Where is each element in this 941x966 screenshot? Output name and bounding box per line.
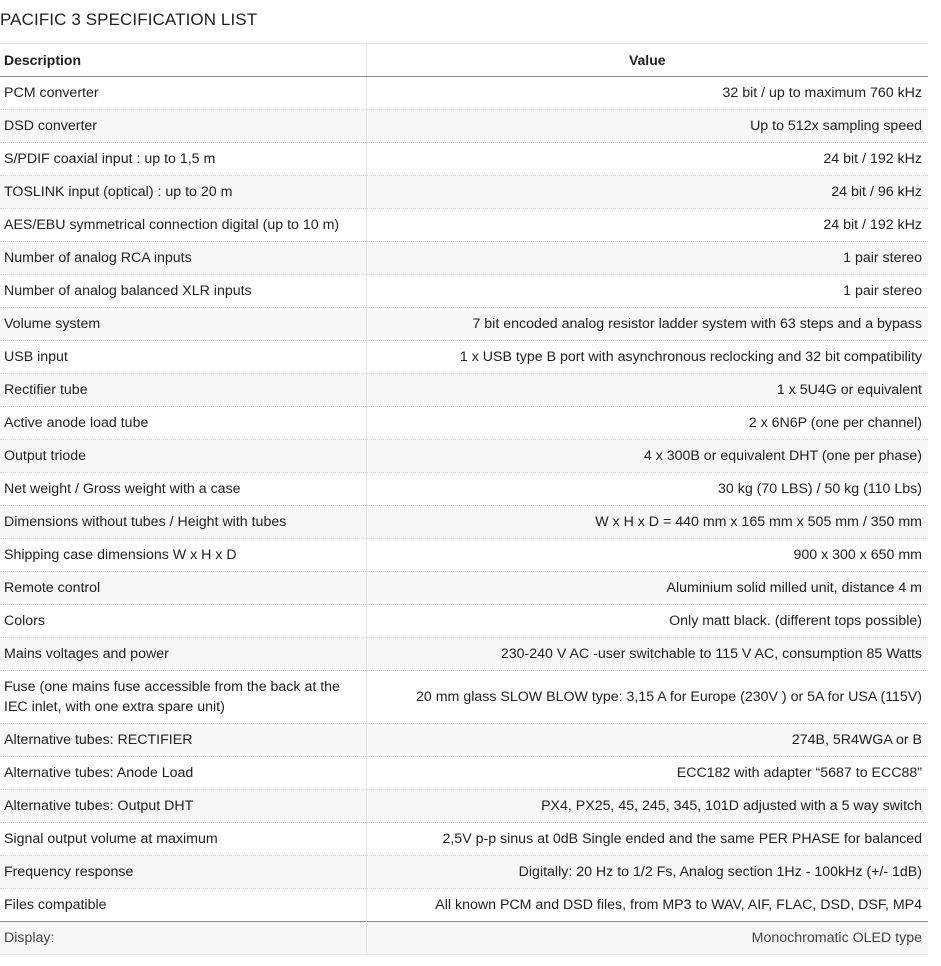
table-footer-row [0, 922, 928, 955]
row-value: 7 bit encoded analog resistor ladder system with 63 steps and a bypass [366, 308, 928, 341]
row-value: Only matt black. (different tops possible) [366, 605, 928, 638]
row-description: Number of analog RCA inputs [0, 242, 366, 275]
page-title: PACIFIC 3 SPECIFICATION LIST [0, 10, 258, 29]
row-description: Alternative tubes: Output DHT [0, 790, 366, 823]
row-description: Remote control [0, 572, 366, 605]
row-value: ECC182 with adapter “5687 to ECC88” [366, 757, 928, 790]
table-row [0, 275, 928, 308]
row-description: Alternative tubes: RECTIFIER [0, 724, 366, 757]
row-description: Volume system [0, 308, 366, 341]
row-description: AES/EBU symmetrical connection digital (up to 10 m) [0, 209, 366, 242]
table-row [0, 77, 928, 110]
table-row [0, 638, 928, 671]
row-description: Frequency response [0, 856, 366, 889]
table-row [0, 724, 928, 757]
table-row [0, 605, 928, 638]
row-value: All known PCM and DSD files, from MP3 to WAV, AIF, FLAC, DSD, DSF, MP4 [366, 889, 928, 922]
table-row [0, 341, 928, 374]
row-value: Digitally: 20 Hz to 1/2 Fs, Analog section 1Hz - 100kHz (+/- 1dB) [366, 856, 928, 889]
row-value: 274B, 5R4WGA or B [366, 724, 928, 757]
table-row [0, 889, 928, 922]
row-value: 24 bit / 192 kHz [366, 209, 928, 242]
table-row [0, 757, 928, 790]
row-value: 2 x 6N6P (one per channel) [366, 407, 928, 440]
row-value: 1 x 5U4G or equivalent [366, 374, 928, 407]
row-value: 1 pair stereo [366, 242, 928, 275]
table-row [0, 209, 928, 242]
row-description: TOSLINK input (optical) : up to 20 m [0, 176, 366, 209]
table-row [0, 671, 928, 724]
row-description: Shipping case dimensions W x H x D [0, 539, 366, 572]
table-row [0, 473, 928, 506]
footer-description: Display: [0, 922, 366, 955]
footer-value: Monochromatic OLED type [366, 922, 928, 955]
table-row [0, 790, 928, 823]
table-row [0, 572, 928, 605]
specification-table [0, 43, 928, 955]
row-description: Rectifier tube [0, 374, 366, 407]
row-description: DSD converter [0, 110, 366, 143]
row-description: Fuse (one mains fuse accessible from the back at the IEC inlet, with one extra spare unit) [0, 671, 366, 724]
row-value: 20 mm glass SLOW BLOW type: 3,15 A for Europe (230V ) or 5A for USA (115V) [366, 671, 928, 724]
row-value: 1 x USB type B port with asynchronous reclocking and 32 bit compatibility [366, 341, 928, 374]
table-row [0, 110, 928, 143]
row-value: PX4, PX25, 45, 245, 345, 101D adjusted with a 5 way switch [366, 790, 928, 823]
row-description: USB input [0, 341, 366, 374]
table-row [0, 407, 928, 440]
row-value: 4 x 300B or equivalent DHT (one per phase) [366, 440, 928, 473]
row-description: Number of analog balanced XLR inputs [0, 275, 366, 308]
table-row [0, 143, 928, 176]
row-description: S/PDIF coaxial input : up to 1,5 m [0, 143, 366, 176]
row-value: W x H x D = 440 mm x 165 mm x 505 mm / 350 mm [366, 506, 928, 539]
row-description: Alternative tubes: Anode Load [0, 757, 366, 790]
table-row [0, 506, 928, 539]
row-description: Dimensions without tubes / Height with tubes [0, 506, 366, 539]
row-value: 2,5V p-p sinus at 0dB Single ended and the same PER PHASE for balanced [366, 823, 928, 856]
table-row [0, 823, 928, 856]
table-row [0, 176, 928, 209]
row-description: Output triode [0, 440, 366, 473]
row-value: 1 pair stereo [366, 275, 928, 308]
row-description: Net weight / Gross weight with a case [0, 473, 366, 506]
row-value: 30 kg (70 LBS) / 50 kg (110 Lbs) [366, 473, 928, 506]
row-description: Colors [0, 605, 366, 638]
row-description: Files compatible [0, 889, 366, 922]
row-value: Up to 512x sampling speed [366, 110, 928, 143]
table-row [0, 308, 928, 341]
row-description: Active anode load tube [0, 407, 366, 440]
row-value: 900 x 300 x 650 mm [366, 539, 928, 572]
row-value: 32 bit / up to maximum 760 kHz [366, 77, 928, 110]
row-description: Mains voltages and power [0, 638, 366, 671]
row-value: 24 bit / 96 kHz [366, 176, 928, 209]
row-value: Aluminium solid milled unit, distance 4 m [366, 572, 928, 605]
table-row [0, 440, 928, 473]
table-row [0, 242, 928, 275]
table-header [0, 44, 928, 77]
table-row [0, 856, 928, 889]
column-header-description: Description [0, 44, 366, 77]
table-row [0, 374, 928, 407]
table-row [0, 539, 928, 572]
row-value: 230-240 V AC -user switchable to 115 V AC, consumption 85 Watts [366, 638, 928, 671]
header-row [0, 44, 928, 77]
row-description: PCM converter [0, 77, 366, 110]
row-description: Signal output volume at maximum [0, 823, 366, 856]
table-body [0, 77, 928, 955]
row-value: 24 bit / 192 kHz [366, 143, 928, 176]
column-header-value: Value [366, 44, 928, 77]
